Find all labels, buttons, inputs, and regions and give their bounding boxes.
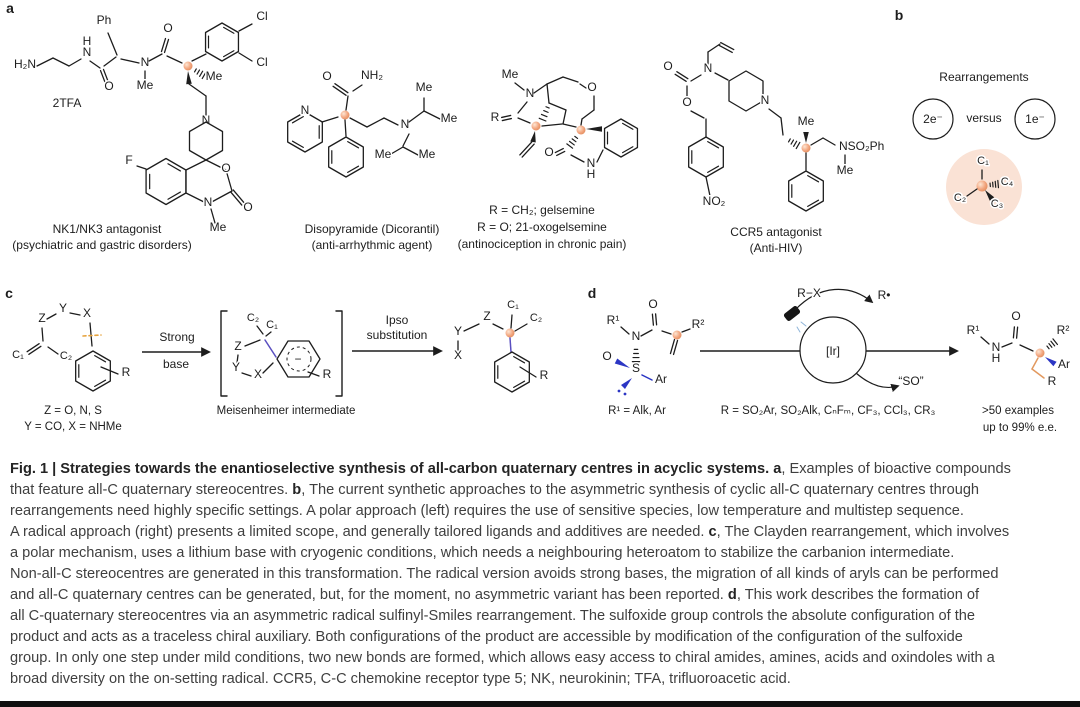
compound-3-desc: (antinociception in chronic pain) <box>457 237 627 251</box>
arrow2-label: Ipso <box>385 313 409 327</box>
panel-label-b: b <box>894 7 904 23</box>
chem-label: H <box>82 34 92 48</box>
chem-label: N <box>140 55 150 69</box>
one-electron-label: 1e⁻ <box>1025 112 1045 126</box>
caption-bold-segment: d <box>727 587 737 603</box>
chem-label: O <box>221 161 231 175</box>
chem-label: N <box>203 195 213 209</box>
chem-label: C₂ <box>953 192 967 204</box>
compound-1-desc: (psychiatric and gastric disorders) <box>12 238 192 252</box>
caption-line-1 <box>10 459 1076 480</box>
caption-segment: , Examples of bioactive compounds <box>781 461 1011 477</box>
chem-label: Cl <box>256 55 268 69</box>
chem-label: H₂N <box>14 57 36 71</box>
compound-1-name: NK1/NK3 antagonist <box>52 222 162 236</box>
chem-label: O <box>544 145 554 159</box>
panel-b-scheme <box>895 7 1055 225</box>
chem-label: Cl <box>256 9 268 23</box>
figure-caption <box>10 459 1076 690</box>
chem-label: O <box>682 95 692 109</box>
chem-label: O <box>104 79 114 93</box>
chem-label: R² <box>1056 323 1070 337</box>
chem-label: O <box>587 80 597 94</box>
caption-line-9 <box>10 627 1076 648</box>
chem-label: N <box>991 340 1001 354</box>
caption-line-11 <box>10 669 1076 690</box>
panel-label-c: c <box>5 285 13 301</box>
panel-d-scheme <box>588 285 1070 434</box>
chem-label: Ar <box>1058 357 1070 371</box>
chem-label: NO₂ <box>702 194 726 208</box>
caption-segment: rearrangements need highly specific settings. A polar approach (left) requires the use of sensitive species, low temperature and multistep sequence. <box>10 503 964 519</box>
radical-precursor-label: R−X <box>797 286 821 300</box>
chem-label: NSO₂Ph <box>839 139 885 153</box>
compound-4-name: CCR5 antagonist <box>730 225 822 239</box>
chem-label: C₂ <box>529 312 543 324</box>
chem-label: N <box>201 113 211 127</box>
chem-label: Y <box>453 324 463 338</box>
chem-label: Me <box>205 69 223 83</box>
chem-label: H <box>586 167 596 181</box>
chem-label: C₂ <box>59 350 73 362</box>
caption-line-8 <box>10 606 1076 627</box>
chem-label: F <box>125 153 133 167</box>
yx-definition: Y = CO, X = NHMe <box>24 421 122 433</box>
intermediate-label: Meisenheimer intermediate <box>216 405 356 417</box>
chem-label: N <box>703 61 713 75</box>
chem-label: N <box>400 117 410 131</box>
bottom-rule <box>0 701 1080 707</box>
radical-label: R• <box>877 288 891 302</box>
chem-label: C₃ <box>990 198 1004 210</box>
chem-label: R <box>322 367 332 381</box>
caption-bold-segment: b <box>292 482 302 498</box>
chem-label: Me <box>418 147 436 161</box>
panel-a-scheme <box>6 0 884 255</box>
chem-label: C₂ <box>246 312 260 324</box>
chem-label: Me <box>836 163 854 177</box>
caption-segment: that feature all-C quaternary stereocentres. <box>10 482 293 498</box>
caption-segment: , The Clayden rearrangement, which involves <box>716 524 1010 540</box>
chem-label: Me <box>440 111 458 125</box>
chem-label: C₄ <box>1000 176 1014 188</box>
arrow2-label-2: substitution <box>366 328 428 342</box>
chem-label: N <box>586 156 596 170</box>
chem-label: Z <box>483 309 491 323</box>
chem-label: Me <box>415 80 433 94</box>
z-definition: Z = O, N, S <box>44 405 102 417</box>
chem-label: C₁ <box>977 155 989 167</box>
chem-label: O <box>602 349 612 363</box>
chem-label: O <box>163 21 173 35</box>
compound-4-desc: (Anti-HIV) <box>749 241 803 255</box>
caption-segment: and all-C quaternary centres can be generated, but, for the moment, no asymmetric variant has been reported. <box>10 587 728 603</box>
caption-line-6 <box>10 564 1076 585</box>
chem-label: C₁ <box>12 349 24 361</box>
chem-label: X <box>253 367 263 381</box>
chem-label: N <box>525 86 535 100</box>
chem-label: Z <box>38 311 46 325</box>
caption-segment: broad diversity on the on-setting radical. CCR5, C-C chemokine receptor type 5; NK, neurokinin; TFA, trifluoroacetic acid. <box>10 671 791 687</box>
chem-label: N <box>631 329 641 343</box>
caption-segment: a polar mechanism, uses a lithium base with cryogenic conditions, which needs a neighbouring heteroatom to stabilize the carbanion intermediate. <box>10 545 955 561</box>
chem-label: O <box>648 297 658 311</box>
chem-label: Z <box>234 339 242 353</box>
compound-3-name-2: R = O; 21-oxogelsemine <box>477 220 607 234</box>
caption-segment: product and acts as a traceless chiral auxiliary. Both configurations of the product are accessible by modification of the configuration of the sulfoxide <box>10 629 963 645</box>
chem-label: Y <box>58 301 68 315</box>
chem-label: O <box>243 200 253 214</box>
chem-label: Me <box>136 78 154 92</box>
so-byproduct-label: “SO” <box>898 374 924 388</box>
rearrangements-title: Rearrangements <box>939 70 1029 84</box>
r1-definition: R¹ = Alk, Ar <box>608 405 666 417</box>
caption-segment: , This work describes the formation of <box>736 587 980 603</box>
compound-2-desc: (anti-arrhythmic agent) <box>311 238 433 252</box>
chem-label: S <box>631 361 641 375</box>
chem-label: NH₂ <box>361 68 383 82</box>
chem-label: C₁ <box>266 319 278 331</box>
chem-label: O <box>322 69 332 83</box>
catalyst-label: [Ir] <box>826 344 840 358</box>
chem-label: Me <box>501 67 519 81</box>
light-source-icon <box>783 305 801 322</box>
chem-label: R <box>121 365 131 379</box>
chem-label: R <box>490 110 500 124</box>
chem-label: Me <box>209 220 227 234</box>
chem-label: O <box>1011 309 1021 323</box>
chem-label: Me <box>797 114 815 128</box>
chem-label: X <box>82 306 92 320</box>
versus-label: versus <box>966 111 1002 125</box>
arrow1-condition: Strong <box>159 330 195 344</box>
chem-label: Ph <box>96 13 112 27</box>
salt-label: 2TFA <box>52 96 82 110</box>
chem-label: R <box>1047 374 1057 388</box>
chem-label: N <box>760 93 770 107</box>
chem-label: R¹ <box>606 313 620 327</box>
panel-c-scheme <box>5 285 549 433</box>
examples-count: >50 examples <box>982 405 1054 417</box>
chem-label: R² <box>691 317 705 331</box>
caption-line-4 <box>10 522 1076 543</box>
caption-line-7 <box>10 585 1076 606</box>
chem-label: H <box>991 351 1001 365</box>
chem-label: Me <box>374 147 392 161</box>
caption-line-3 <box>10 501 1076 522</box>
caption-segment: Non-all-C stereocentres are generated in this transformation. The radical version avoids strong bases, the migration of all kinds of aryls can be performed <box>10 566 999 582</box>
chem-label: C₁ <box>507 299 519 311</box>
chem-label: − <box>294 352 302 366</box>
chem-label: R¹ <box>966 323 980 337</box>
caption-line-5 <box>10 543 1076 564</box>
caption-segment: A radical approach (right) presents a limited scope, and generally tailored ligands and additives are needed. <box>10 524 709 540</box>
compound-3-name: R = CH₂; gelsemine <box>489 203 595 217</box>
caption-segment: , The current synthetic approaches to the asymmetric synthesis of cyclic all-C quaternary centres through <box>301 482 980 498</box>
caption-line-2 <box>10 480 1076 501</box>
compound-2-name: Disopyramide (Dicorantil) <box>304 222 440 236</box>
arrow1-condition-2: base <box>162 357 190 371</box>
caption-segment: all C-quaternary stereocentres via an asymmetric radical sulfinyl-Smiles rearrangement. The sulfoxide group controls the absolute configuration of the <box>10 608 976 624</box>
chem-label: R <box>539 368 549 382</box>
chem-label: X <box>453 348 463 362</box>
caption-line-10 <box>10 648 1076 669</box>
caption-segment: group. In only one step under mild conditions, two new bonds are formed, which allows easy access to chiral amides, amines, acids and oxindoles with a <box>10 650 995 666</box>
caption-bold-segment: Fig. 1 | Strategies towards the enantioselective synthesis of all-carbon quaternary centres in acyclic systems. a <box>10 461 782 477</box>
chem-label: Y <box>231 360 241 374</box>
chem-label: O <box>663 59 673 73</box>
two-electron-label: 2e⁻ <box>923 112 943 126</box>
panel-label-a: a <box>6 0 14 16</box>
panel-label-d: d <box>587 285 597 301</box>
chem-label: N <box>300 103 310 117</box>
chem-label: Ar <box>655 372 667 386</box>
caption-bold-segment: c <box>708 524 717 540</box>
ee-note: up to 99% e.e. <box>982 422 1058 434</box>
chem-label: N <box>82 45 92 59</box>
r-group-definition: R = SO₂Ar, SO₂Alk, CₙFₘ, CF₃, CCl₃, CR₃ <box>720 405 936 417</box>
